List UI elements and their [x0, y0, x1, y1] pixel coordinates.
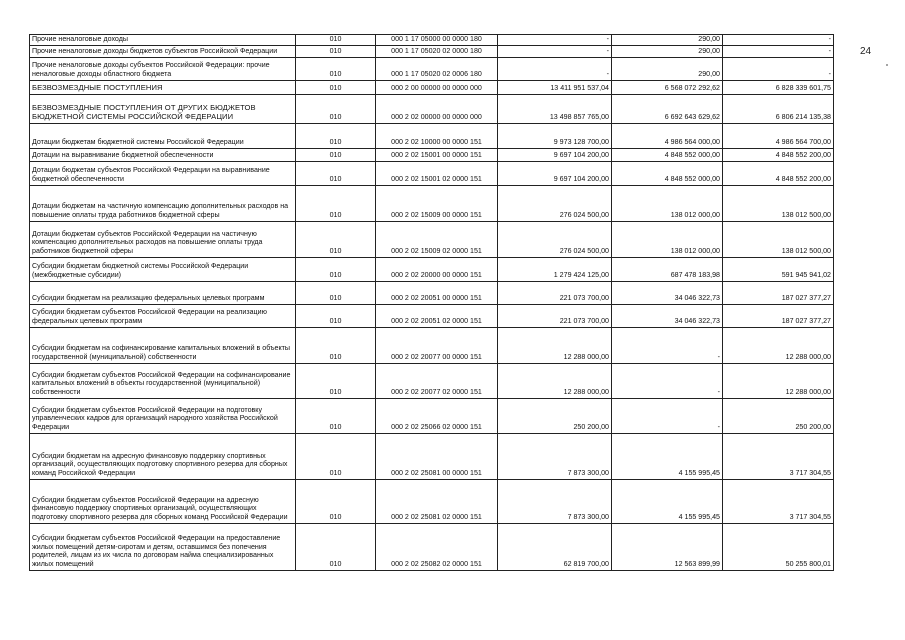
- line-code-cell: 010: [296, 185, 376, 221]
- approved-plan-cell: 250 200,00: [498, 398, 612, 433]
- unexecuted-amount-cell: 591 945 941,02: [723, 257, 834, 281]
- approved-plan-cell: 12 288 000,00: [498, 327, 612, 363]
- indicator-name-cell: БЕЗВОЗМЕЗДНЫЕ ПОСТУПЛЕНИЯ ОТ ДРУГИХ БЮДЖЕТОВ БЮДЖЕТНОЙ СИСТЕМЫ РОССИЙСКОЙ ФЕДЕРАЦИИ: [30, 94, 296, 123]
- scan-speck: [886, 64, 888, 66]
- approved-plan-cell: 13 498 857 765,00: [498, 94, 612, 123]
- table-row: [30, 479, 834, 523]
- table-row: [30, 94, 834, 123]
- table-row: [30, 161, 834, 185]
- table-row: [30, 304, 834, 327]
- approved-plan-cell: 7 873 300,00: [498, 433, 612, 479]
- line-code-cell: 010: [296, 398, 376, 433]
- approved-plan-cell: 1 279 424 125,00: [498, 257, 612, 281]
- indicator-name-cell: Прочие неналоговые доходы бюджетов субъектов Российской Федерации: [30, 45, 296, 57]
- approved-plan-cell: 221 073 700,00: [498, 304, 612, 327]
- approved-plan-cell: 62 819 700,00: [498, 523, 612, 570]
- executed-amount-cell: 6 568 072 292,62: [612, 80, 723, 94]
- indicator-name-cell: Субсидии бюджетам на софинансирование капитальных вложений в объекты государственной (муниципальной) собственности: [30, 327, 296, 363]
- table-row: [30, 257, 834, 281]
- indicator-name-cell: Субсидии бюджетам субъектов Российской Федерации на адресную финансовую поддержку спортивных организаций, осуществляющих подготовку спортивного резерва для сборных команд Российской Федерации: [30, 479, 296, 523]
- line-code-cell: 010: [296, 148, 376, 161]
- executed-amount-cell: 4 155 995,45: [612, 479, 723, 523]
- unexecuted-amount-cell: -: [723, 35, 834, 46]
- table-row: [30, 57, 834, 80]
- page-number: 24: [860, 46, 872, 57]
- approved-plan-cell: 9 973 128 700,00: [498, 123, 612, 148]
- executed-amount-cell: 290,00: [612, 45, 723, 57]
- budget-classification-code-cell: 000 2 02 10000 00 0000 151: [376, 123, 498, 148]
- unexecuted-amount-cell: 6 828 339 601,75: [723, 80, 834, 94]
- unexecuted-amount-cell: 12 288 000,00: [723, 327, 834, 363]
- table-row: [30, 185, 834, 221]
- indicator-name-cell: Субсидии бюджетам субъектов Российской Федерации на подготовку управленческих кадров для организаций народного хозяйства Российской Федерации: [30, 398, 296, 433]
- executed-amount-cell: 34 046 322,73: [612, 304, 723, 327]
- budget-classification-code-cell: 000 2 02 25081 02 0000 151: [376, 479, 498, 523]
- indicator-name-cell: Субсидии бюджетам на адресную финансовую поддержку спортивных организаций, осуществляющих подготовку спортивного резерва для сборных команд Российской Федерации: [30, 433, 296, 479]
- table-row: [30, 80, 834, 94]
- budget-classification-code-cell: 000 2 02 15009 00 0000 151: [376, 185, 498, 221]
- line-code-cell: 010: [296, 80, 376, 94]
- line-code-cell: 010: [296, 94, 376, 123]
- unexecuted-amount-cell: 4 848 552 200,00: [723, 161, 834, 185]
- approved-plan-cell: -: [498, 45, 612, 57]
- executed-amount-cell: 34 046 322,73: [612, 281, 723, 304]
- budget-classification-code-cell: 000 2 02 25082 02 0000 151: [376, 523, 498, 570]
- approved-plan-cell: 13 411 951 537,04: [498, 80, 612, 94]
- unexecuted-amount-cell: 4 986 564 700,00: [723, 123, 834, 148]
- unexecuted-amount-cell: 50 255 800,01: [723, 523, 834, 570]
- executed-amount-cell: -: [612, 327, 723, 363]
- budget-classification-code-cell: 000 2 02 15001 02 0000 151: [376, 161, 498, 185]
- budget-classification-code-cell: 000 2 02 15009 02 0000 151: [376, 221, 498, 257]
- line-code-cell: 010: [296, 57, 376, 80]
- unexecuted-amount-cell: 12 288 000,00: [723, 363, 834, 398]
- table-row: [30, 35, 834, 46]
- table-row: [30, 45, 834, 57]
- unexecuted-amount-cell: 187 027 377,27: [723, 304, 834, 327]
- indicator-name-cell: Субсидии бюджетам субъектов Российской Федерации на предоставление жилых помещений детям-сиротам и детям, оставшимся без попечения родителей, лицам из их числа по договорам найма специализированных жилых помещений: [30, 523, 296, 570]
- line-code-cell: 010: [296, 281, 376, 304]
- unexecuted-amount-cell: 187 027 377,27: [723, 281, 834, 304]
- unexecuted-amount-cell: 3 717 304,55: [723, 479, 834, 523]
- budget-classification-code-cell: 000 2 02 20000 00 0000 151: [376, 257, 498, 281]
- indicator-name-cell: Прочие неналоговые доходы субъектов Российской Федерации: прочие неналоговые доходы областного бюджета: [30, 57, 296, 80]
- unexecuted-amount-cell: -: [723, 45, 834, 57]
- line-code-cell: 010: [296, 479, 376, 523]
- approved-plan-cell: 7 873 300,00: [498, 479, 612, 523]
- budget-classification-code-cell: 000 2 02 20077 02 0000 151: [376, 363, 498, 398]
- executed-amount-cell: 12 563 899,99: [612, 523, 723, 570]
- unexecuted-amount-cell: 250 200,00: [723, 398, 834, 433]
- executed-amount-cell: 6 692 643 629,62: [612, 94, 723, 123]
- executed-amount-cell: -: [612, 363, 723, 398]
- budget-classification-code-cell: 000 2 02 20077 00 0000 151: [376, 327, 498, 363]
- approved-plan-cell: 9 697 104 200,00: [498, 161, 612, 185]
- budget-classification-code-cell: 000 2 02 00000 00 0000 000: [376, 94, 498, 123]
- indicator-name-cell: Дотации бюджетам бюджетной системы Российской Федерации: [30, 123, 296, 148]
- line-code-cell: 010: [296, 327, 376, 363]
- approved-plan-cell: 276 024 500,00: [498, 221, 612, 257]
- executed-amount-cell: 4 848 552 000,00: [612, 161, 723, 185]
- budget-classification-code-cell: 000 2 02 25081 00 0000 151: [376, 433, 498, 479]
- budget-classification-code-cell: 000 1 17 05020 02 0006 180: [376, 57, 498, 80]
- table-row: [30, 398, 834, 433]
- indicator-name-cell: БЕЗВОЗМЕЗДНЫЕ ПОСТУПЛЕНИЯ: [30, 80, 296, 94]
- executed-amount-cell: -: [612, 398, 723, 433]
- unexecuted-amount-cell: 4 848 552 200,00: [723, 148, 834, 161]
- line-code-cell: 010: [296, 523, 376, 570]
- approved-plan-cell: -: [498, 35, 612, 46]
- table-row: [30, 363, 834, 398]
- executed-amount-cell: 4 848 552 000,00: [612, 148, 723, 161]
- line-code-cell: 010: [296, 257, 376, 281]
- budget-classification-code-cell: 000 1 17 05000 00 0000 180: [376, 35, 498, 46]
- table-row: [30, 123, 834, 148]
- indicator-name-cell: Дотации бюджетам на частичную компенсацию дополнительных расходов на повышение оплаты труда работников бюджетной сферы: [30, 185, 296, 221]
- executed-amount-cell: 138 012 000,00: [612, 221, 723, 257]
- budget-classification-code-cell: 000 1 17 05020 02 0000 180: [376, 45, 498, 57]
- table-row: [30, 327, 834, 363]
- table-row: [30, 281, 834, 304]
- indicator-name-cell: Субсидии бюджетам на реализацию федеральных целевых программ: [30, 281, 296, 304]
- unexecuted-amount-cell: 6 806 214 135,38: [723, 94, 834, 123]
- executed-amount-cell: 138 012 000,00: [612, 185, 723, 221]
- budget-classification-code-cell: 000 2 02 25066 02 0000 151: [376, 398, 498, 433]
- executed-amount-cell: 290,00: [612, 57, 723, 80]
- line-code-cell: 010: [296, 304, 376, 327]
- budget-classification-code-cell: 000 2 00 00000 00 0000 000: [376, 80, 498, 94]
- line-code-cell: 010: [296, 35, 376, 46]
- line-code-cell: 010: [296, 45, 376, 57]
- budget-classification-code-cell: 000 2 02 15001 00 0000 151: [376, 148, 498, 161]
- line-code-cell: 010: [296, 363, 376, 398]
- table-row: [30, 148, 834, 161]
- approved-plan-cell: 12 288 000,00: [498, 363, 612, 398]
- indicator-name-cell: Дотации на выравнивание бюджетной обеспеченности: [30, 148, 296, 161]
- approved-plan-cell: -: [498, 57, 612, 80]
- line-code-cell: 010: [296, 433, 376, 479]
- executed-amount-cell: 687 478 183,98: [612, 257, 723, 281]
- approved-plan-cell: 276 024 500,00: [498, 185, 612, 221]
- table-row: [30, 433, 834, 479]
- report-body: [30, 35, 834, 571]
- line-code-cell: 010: [296, 123, 376, 148]
- budget-classification-code-cell: 000 2 02 20051 02 0000 151: [376, 304, 498, 327]
- unexecuted-amount-cell: -: [723, 57, 834, 80]
- line-code-cell: 010: [296, 221, 376, 257]
- budget-report-table: [29, 34, 834, 571]
- unexecuted-amount-cell: 138 012 500,00: [723, 185, 834, 221]
- unexecuted-amount-cell: 3 717 304,55: [723, 433, 834, 479]
- table-row: [30, 221, 834, 257]
- unexecuted-amount-cell: 138 012 500,00: [723, 221, 834, 257]
- executed-amount-cell: 290,00: [612, 35, 723, 46]
- approved-plan-cell: 221 073 700,00: [498, 281, 612, 304]
- line-code-cell: 010: [296, 161, 376, 185]
- indicator-name-cell: Дотации бюджетам субъектов Российской Федерации на частичную компенсацию дополнительных расходов на повышение оплаты труда работников бюджетной сферы: [30, 221, 296, 257]
- indicator-name-cell: Прочие неналоговые доходы: [30, 35, 296, 46]
- approved-plan-cell: 9 697 104 200,00: [498, 148, 612, 161]
- table-row: [30, 523, 834, 570]
- indicator-name-cell: Субсидии бюджетам субъектов Российской Федерации на реализацию федеральных целевых программ: [30, 304, 296, 327]
- indicator-name-cell: Субсидии бюджетам бюджетной системы Российской Федерации (межбюджетные субсидии): [30, 257, 296, 281]
- executed-amount-cell: 4 986 564 000,00: [612, 123, 723, 148]
- indicator-name-cell: Дотации бюджетам субъектов Российской Федерации на выравнивание бюджетной обеспеченности: [30, 161, 296, 185]
- budget-classification-code-cell: 000 2 02 20051 00 0000 151: [376, 281, 498, 304]
- indicator-name-cell: Субсидии бюджетам субъектов Российской Федерации на софинансирование капитальных вложений в объекты государственной (муниципальной) собственности: [30, 363, 296, 398]
- executed-amount-cell: 4 155 995,45: [612, 433, 723, 479]
